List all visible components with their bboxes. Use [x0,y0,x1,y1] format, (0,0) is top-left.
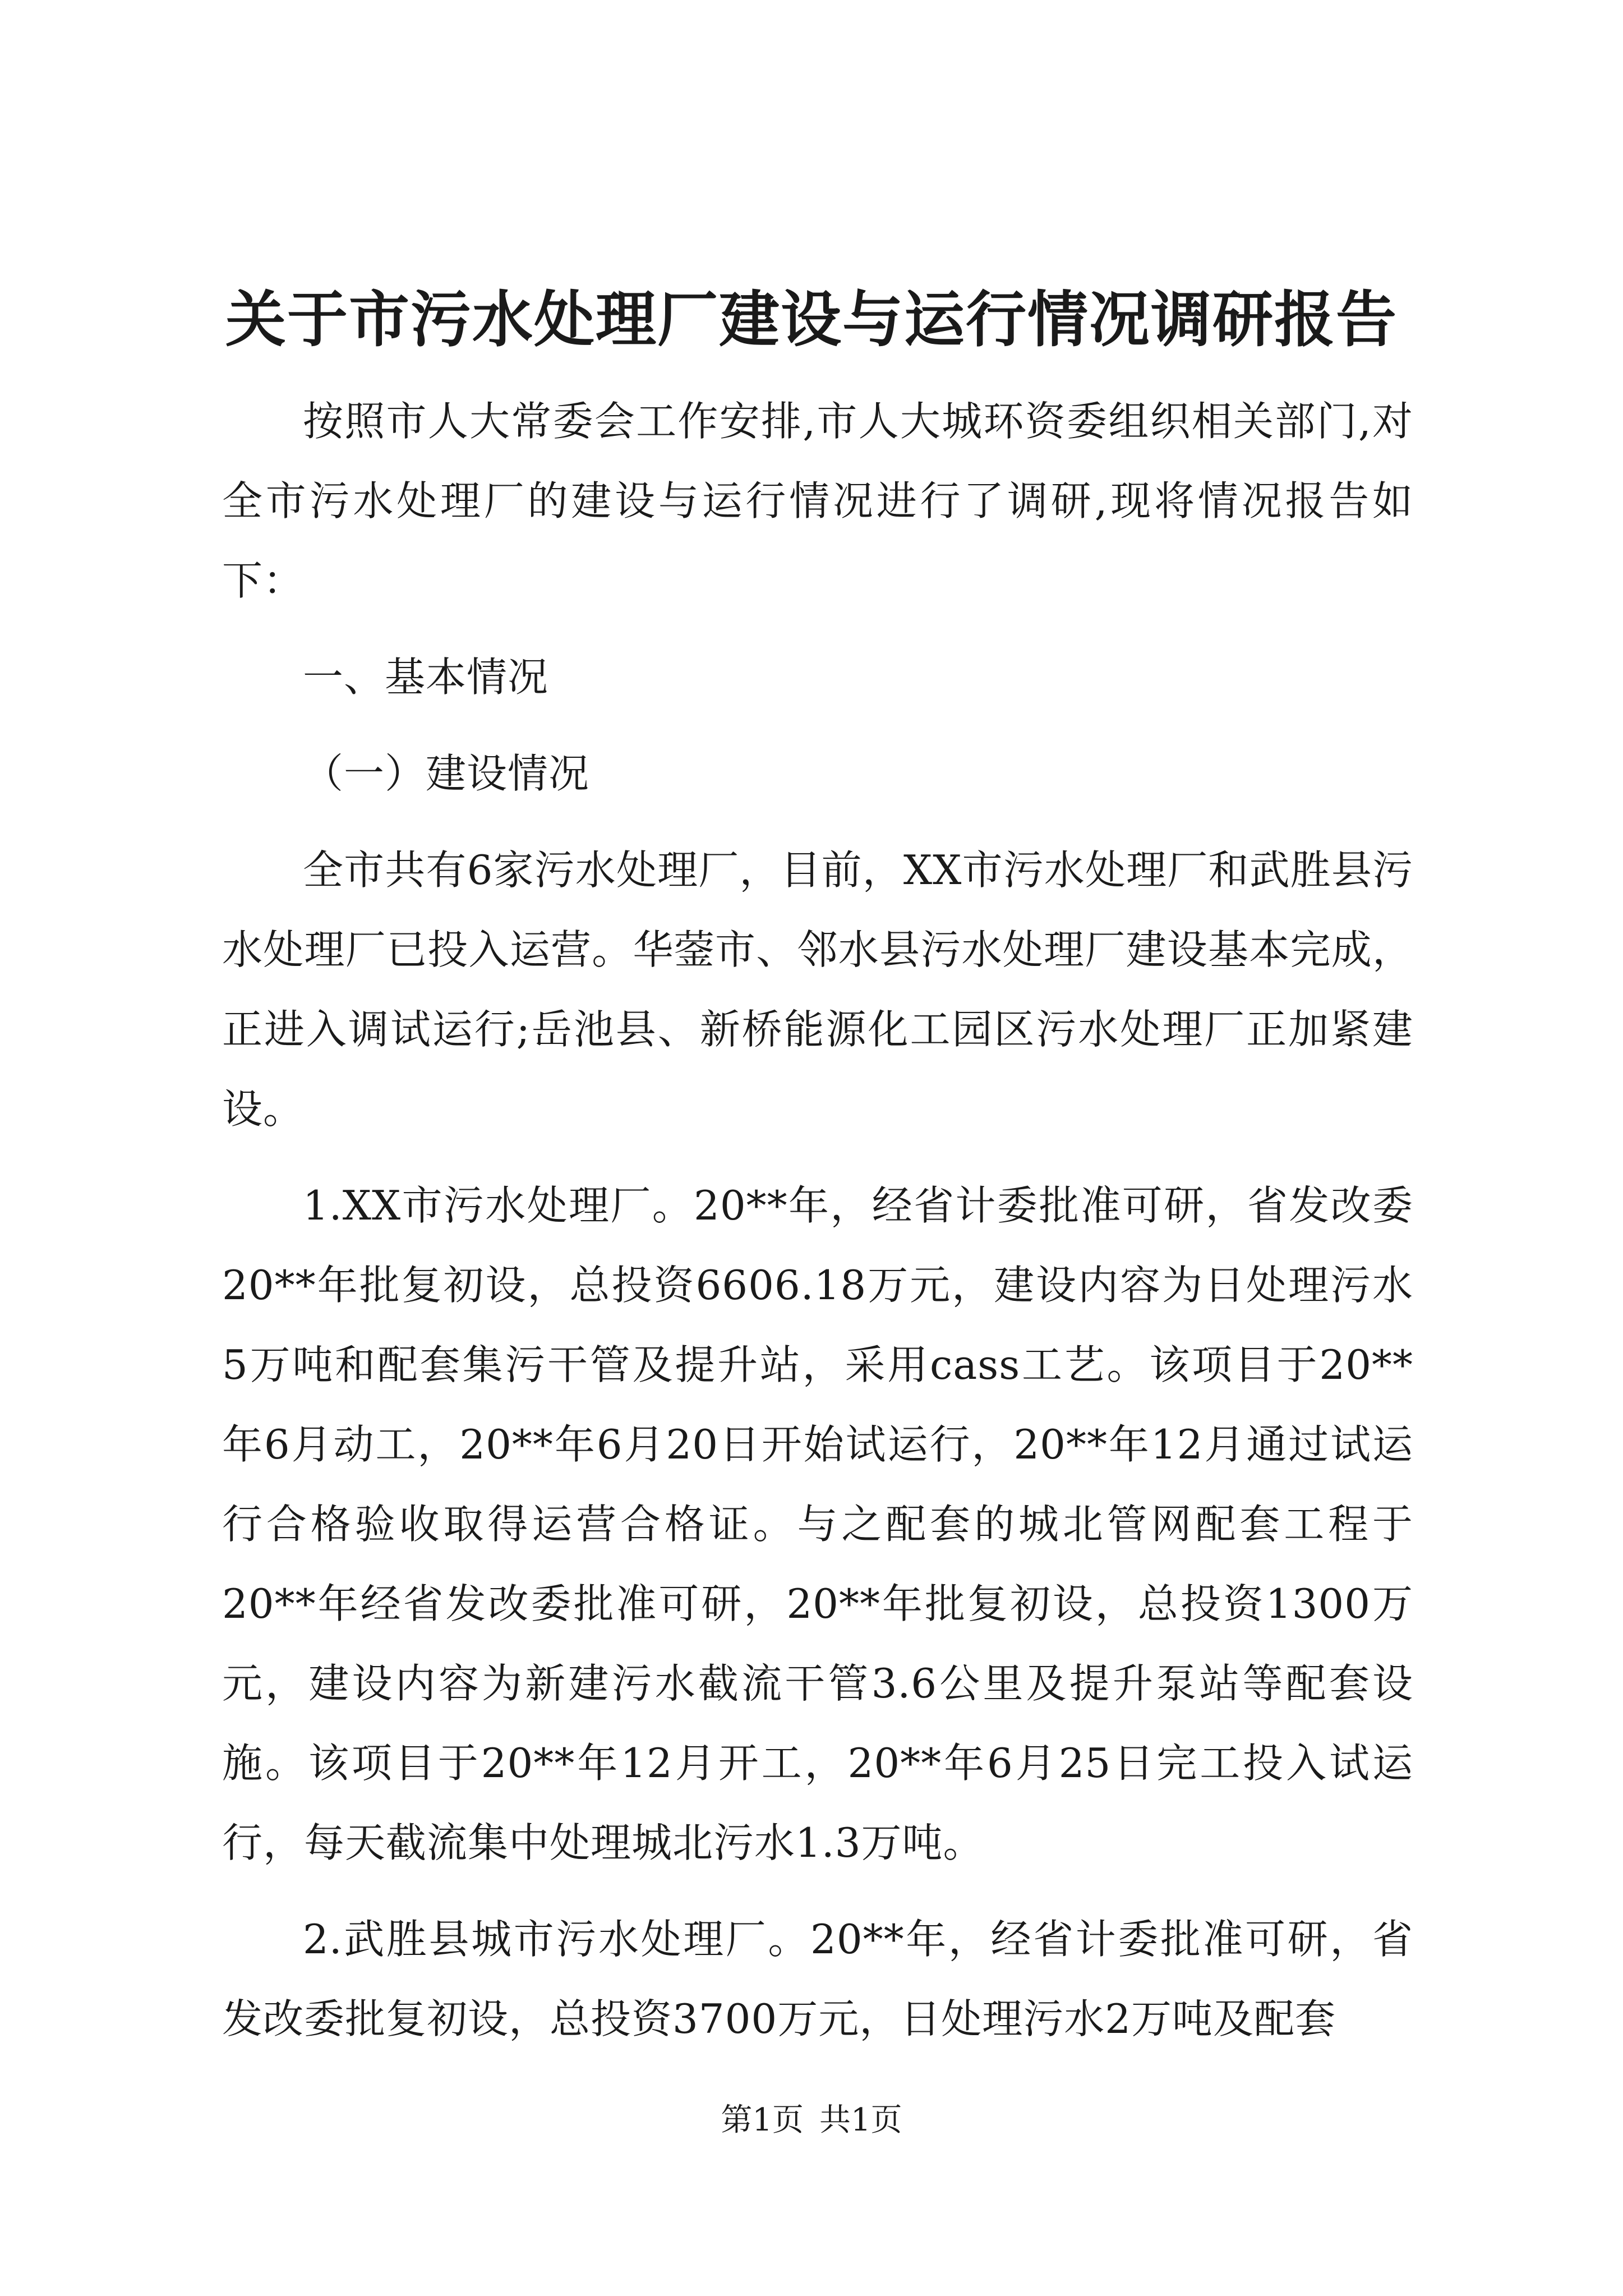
document-body [222,381,1413,2076]
intro-paragraph: 按照市人大常委会工作安排,市人大城环资委组织相关部门,对全市污水处理厂的建设与运行情况进行了调研,现将情况报告如下： [222,398,1413,604]
section-heading: 一、基本情况 [303,654,549,701]
document-title: 关于市污水处理厂建设与运行情况调研报告 [225,284,1398,355]
item-2-paragraph: 2.武胜县城市污水处理厂。20**年，经省计委批准可研，省发改委批复初设，总投资3700万元，日处理污水2万吨及配套 [222,1916,1413,2042]
item-1-paragraph: 1.XX市污水处理厂。20**年，经省计委批准可研，省发改委20**年批复初设，总投资6606.18万元，建设内容为日处理污水5万吨和配套集污干管及提升站，采用cass工艺。该项目于20**年6月动工，20**年6月20日开始试运行，20**年12月通过试运行合格验收取得运营合格证。与之配套的城北管网配套工程于20**年经省发改委批准可研，20**年批复初设，总投资1300万元，建设内容为新建污水截流干管3.6公里及提升泵站等配套设施。该项目于20**年12月开工，20**年6月25日完工投入试运行，每天截流集中处理城北污水1.3万吨。 [222,1182,1413,1866]
subsection-heading: （一）建设情况 [303,750,590,797]
page-total: 共1页 [819,2102,902,2138]
page-footer [0,2098,1623,2143]
overview-paragraph: 全市共有6家污水处理厂，目前，XX市污水处理厂和武胜县污水处理厂已投入运营。华蓥市、邻水县污水处理厂建设基本完成，正进入调试运行;岳池县、新桥能源化工园区污水处理厂正加紧建设。 [222,846,1413,1133]
page-number: 第1页 [721,2102,804,2138]
